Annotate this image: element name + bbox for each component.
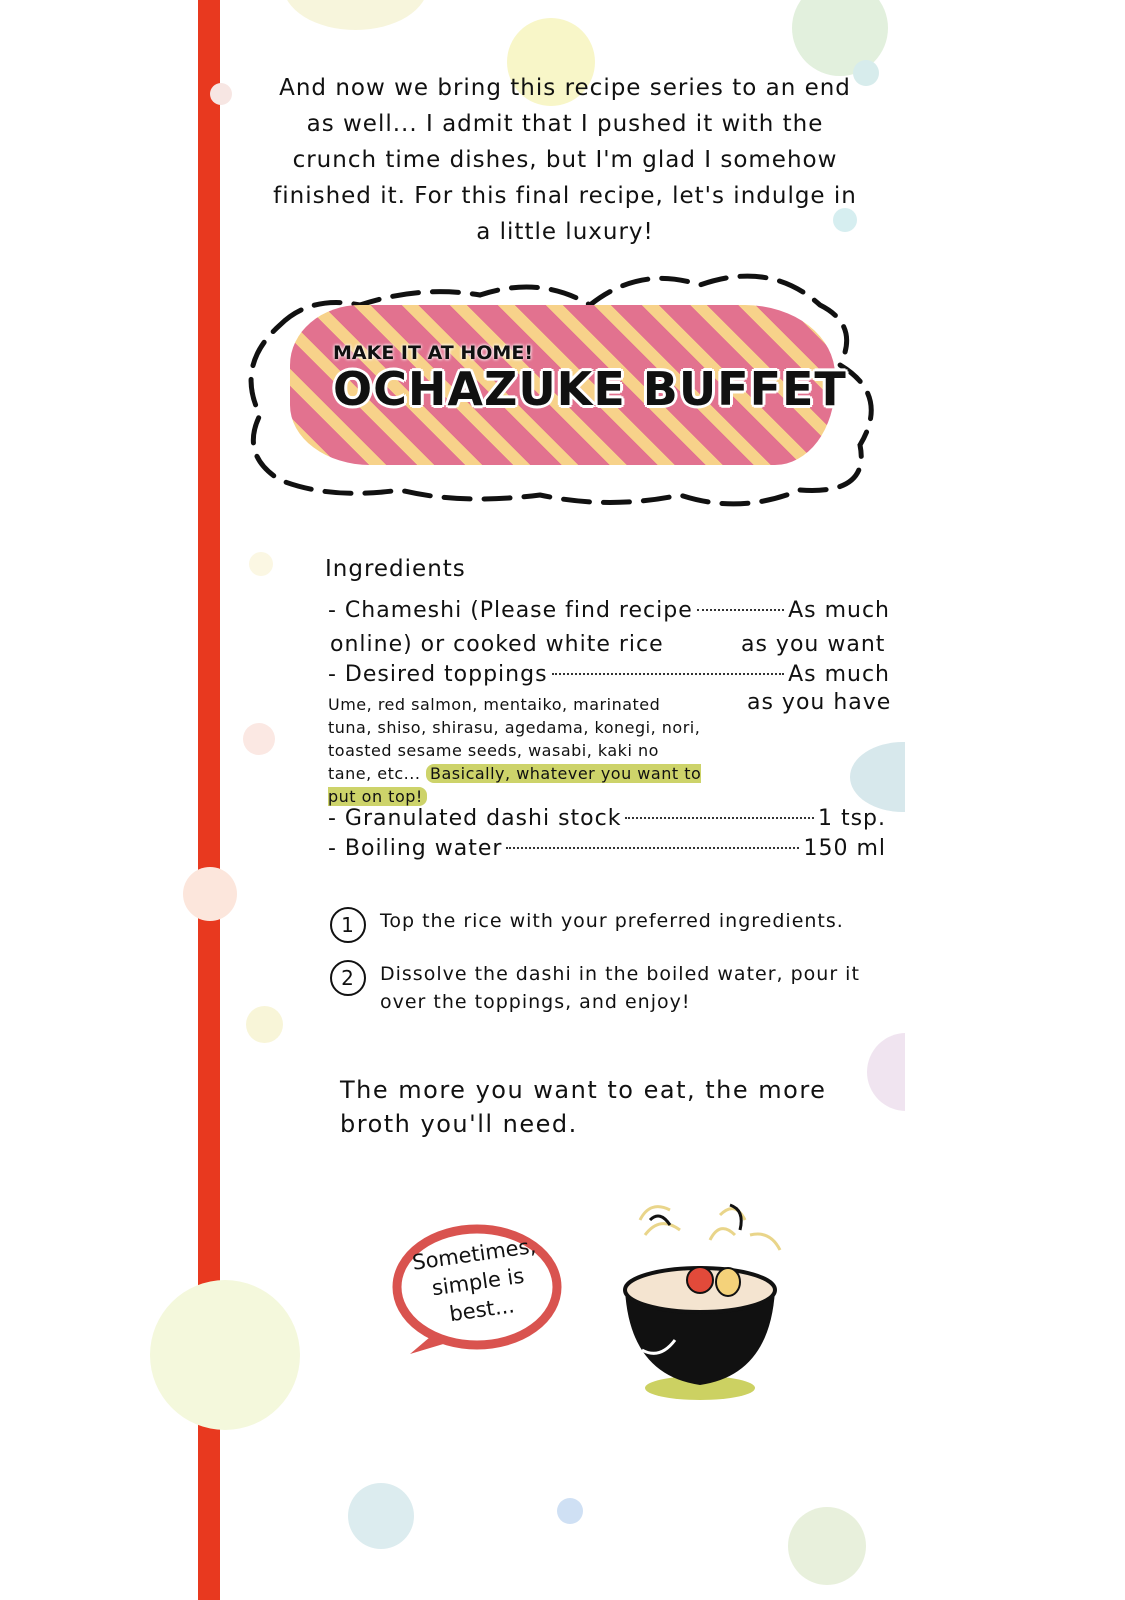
ingredient-name: - Granulated dashi stock	[328, 806, 622, 831]
toppings-list	[328, 693, 708, 808]
ingredient-row	[328, 836, 886, 861]
decor-dot	[283, 0, 428, 30]
step-text: Top the rice with your preferred ingredients.	[380, 910, 844, 932]
toppings-details: Ume, red salmon, mentaiko, marinated tuna, shiso, shirasu, agedama, konegi, nori, toasted sesame seeds, wasabi, kaki no tane, etc...	[328, 695, 701, 783]
step-2	[330, 960, 890, 1016]
page-title: OCHAZUKE BUFFET	[333, 362, 847, 416]
decor-dot	[150, 1280, 300, 1430]
dotted-leader	[552, 673, 785, 675]
ingredient-name-cont: online) or cooked white rice	[330, 632, 664, 657]
dotted-leader	[506, 847, 799, 849]
broth-note: The more you want to eat, the more broth you'll need.	[340, 1076, 827, 1138]
ingredient-name: - Chameshi (Please find recipe	[328, 598, 693, 623]
step-text: Dissolve the dashi in the boiled water, pour it over the toppings, and enjoy!	[380, 963, 860, 1013]
ingredient-qty-cont: as you have	[747, 690, 892, 715]
step-number: 2	[330, 960, 366, 996]
ingredient-name: - Desired toppings	[328, 662, 548, 687]
decor-dot	[210, 83, 232, 105]
decor-dot	[788, 1507, 866, 1585]
dotted-leader	[625, 817, 814, 819]
ingredient-name: - Boiling water	[328, 836, 503, 861]
decor-dot	[557, 1498, 583, 1524]
speech-bubble-text: Sometimes, simple is best...	[410, 1233, 538, 1327]
intro-text: And now we bring this recipe series to an end as well... I admit that I pushed it with the crunch time dishes, but I'm glad I somehow finished it. For this final recipe, let's indulge in a little luxury!	[273, 75, 857, 245]
ingredient-qty: As much	[788, 662, 890, 687]
dotted-leader	[697, 609, 784, 611]
ingredient-qty: 1 tsp.	[817, 806, 886, 831]
decor-dot	[246, 1006, 283, 1043]
ingredient-qty: As much	[788, 598, 890, 623]
step-number: 1	[330, 907, 366, 943]
decor-dot	[183, 867, 237, 921]
ingredient-qty-cont: as you want	[741, 632, 886, 657]
title-subtitle: MAKE IT AT HOME!	[333, 342, 533, 364]
ingredients-heading: Ingredients	[325, 556, 466, 582]
ochazuke-bowl-illustration	[600, 1190, 800, 1405]
toppings-highlight: Basically, whatever you want to put on top!	[328, 764, 702, 806]
ingredient-qty: 150 ml	[803, 836, 886, 861]
decor-dot	[249, 552, 273, 576]
decor-dot	[243, 723, 275, 755]
decor-dot	[348, 1483, 414, 1549]
step-1	[330, 907, 890, 943]
page-right-margin	[905, 0, 1125, 1600]
ingredient-row	[328, 662, 890, 687]
ingredient-row	[328, 598, 890, 623]
ingredient-row	[328, 806, 886, 831]
